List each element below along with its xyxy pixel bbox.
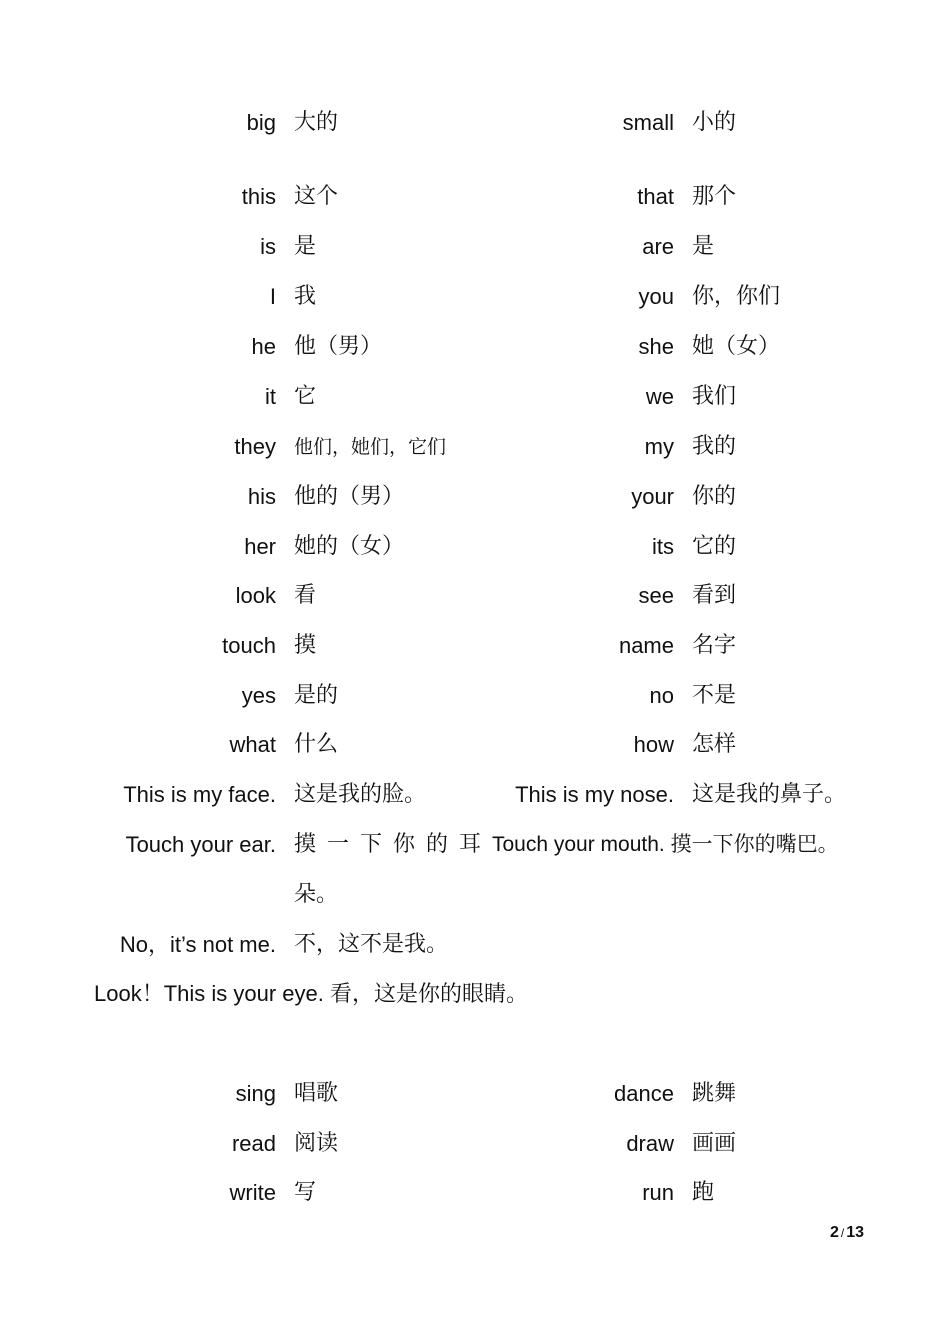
chinese-meaning: 你，你们 xyxy=(692,284,781,309)
english-word: is xyxy=(260,234,276,259)
sentence-row-continuation xyxy=(0,870,950,920)
english-word: his xyxy=(247,484,276,509)
chinese-meaning: 唱歌 xyxy=(294,1081,339,1106)
chinese-sentence: 摸一下你的耳 xyxy=(294,832,493,857)
english-word: no xyxy=(649,683,674,708)
vocab-row xyxy=(0,472,950,522)
chinese-meaning: 名字 xyxy=(692,633,737,658)
english-word: it xyxy=(265,384,276,409)
sentence-row xyxy=(0,920,950,970)
english-word: how xyxy=(633,732,674,757)
chinese-meaning: 他（男） xyxy=(294,334,383,359)
chinese-meaning: 看 xyxy=(294,583,317,608)
english-sentence: This is my nose. xyxy=(515,782,674,807)
vocab-row xyxy=(0,422,950,472)
chinese-meaning: 跳舞 xyxy=(692,1081,737,1106)
chinese-meaning: 阅读 xyxy=(294,1131,339,1156)
vocab-row xyxy=(0,372,950,422)
english-sentence: No，it’s not me. xyxy=(119,932,276,957)
english-word: are xyxy=(642,234,674,259)
chinese-sentence: 这是我的脸。 xyxy=(294,782,427,807)
english-word: my xyxy=(644,434,674,459)
total-pages: 13 xyxy=(846,1224,864,1241)
vocab-row xyxy=(0,720,950,770)
english-word: name xyxy=(618,633,674,658)
chinese-meaning: 我的 xyxy=(692,434,737,459)
vocab-row xyxy=(0,322,950,372)
english-word: what xyxy=(229,732,276,757)
english-word: its xyxy=(652,534,674,559)
chinese-meaning: 这个 xyxy=(294,184,339,209)
chinese-meaning: 它 xyxy=(294,384,317,409)
chinese-sentence-continuation: 朵。 xyxy=(294,882,339,907)
english-word: sing xyxy=(235,1081,276,1106)
vocab-row xyxy=(0,571,950,621)
vocab-row xyxy=(0,1069,950,1119)
vocab-row xyxy=(0,1168,950,1218)
english-word: run xyxy=(642,1180,674,1205)
chinese-meaning: 跑 xyxy=(692,1180,715,1205)
chinese-meaning: 它的 xyxy=(692,534,737,559)
english-word: look xyxy=(235,583,276,608)
chinese-meaning: 写 xyxy=(294,1180,317,1205)
chinese-meaning: 我 xyxy=(294,284,317,309)
chinese-meaning: 是 xyxy=(692,234,715,259)
chinese-meaning: 不是 xyxy=(692,683,737,708)
chinese-meaning: 他们，她们，它们 xyxy=(294,436,447,458)
english-word: this xyxy=(241,184,276,209)
chinese-meaning: 画画 xyxy=(692,1131,737,1156)
chinese-meaning: 他的（男） xyxy=(294,484,405,509)
chinese-sentence: 这是我的鼻子。 xyxy=(692,782,847,807)
english-word: you xyxy=(638,284,674,309)
chinese-meaning: 什么 xyxy=(294,732,339,757)
vocab-row xyxy=(0,222,950,272)
current-page: 2 xyxy=(829,1224,839,1241)
vocab-row xyxy=(0,98,950,148)
chinese-meaning: 那个 xyxy=(692,184,737,209)
chinese-meaning: 她的（女） xyxy=(294,534,405,559)
english-word: read xyxy=(231,1131,276,1156)
english-sentence: Touch your ear. xyxy=(125,832,276,857)
english-word: we xyxy=(645,384,674,409)
chinese-meaning: 她（女） xyxy=(692,334,781,359)
sentence-row xyxy=(0,820,950,870)
english-word: he xyxy=(251,334,276,359)
english-word: dance xyxy=(614,1081,674,1106)
vocab-row xyxy=(0,522,950,572)
english-word: write xyxy=(229,1180,276,1205)
chinese-meaning: 是 xyxy=(294,234,317,259)
english-word: see xyxy=(638,583,674,608)
english-word: they xyxy=(234,434,276,459)
english-word: small xyxy=(622,110,674,135)
vocab-row xyxy=(0,671,950,721)
page-separator: / xyxy=(840,1226,845,1240)
chinese-sentence: 不，这不是我。 xyxy=(294,932,449,957)
english-word: your xyxy=(631,484,674,509)
english-word: she xyxy=(638,334,674,359)
page-number xyxy=(780,1224,864,1242)
chinese-meaning: 你的 xyxy=(692,484,737,509)
chinese-meaning: 摸 xyxy=(294,633,317,658)
chinese-meaning: 我们 xyxy=(692,384,737,409)
sentence-row xyxy=(0,770,950,820)
english-word: touch xyxy=(222,633,276,658)
mixed-sentence: Touch your mouth. 摸一下你的嘴巴。 xyxy=(492,833,839,856)
chinese-meaning: 小的 xyxy=(692,110,737,135)
chinese-meaning: 看到 xyxy=(692,583,737,608)
vocab-row xyxy=(0,621,950,671)
english-word: her xyxy=(244,534,276,559)
english-word: big xyxy=(246,110,276,135)
vocab-row xyxy=(0,1119,950,1169)
chinese-meaning: 大的 xyxy=(294,110,339,135)
chinese-meaning: 怎样 xyxy=(692,732,737,757)
vocab-row xyxy=(0,272,950,322)
english-word: I xyxy=(269,284,276,309)
chinese-meaning: 是的 xyxy=(294,683,339,708)
english-word: that xyxy=(637,184,674,209)
english-word: draw xyxy=(626,1131,674,1156)
english-sentence: This is my face. xyxy=(123,782,276,807)
full-sentence: Look！This is your eye. 看，这是你的眼睛。 xyxy=(94,981,528,1006)
vocab-row xyxy=(0,172,950,222)
english-word: yes xyxy=(241,683,276,708)
